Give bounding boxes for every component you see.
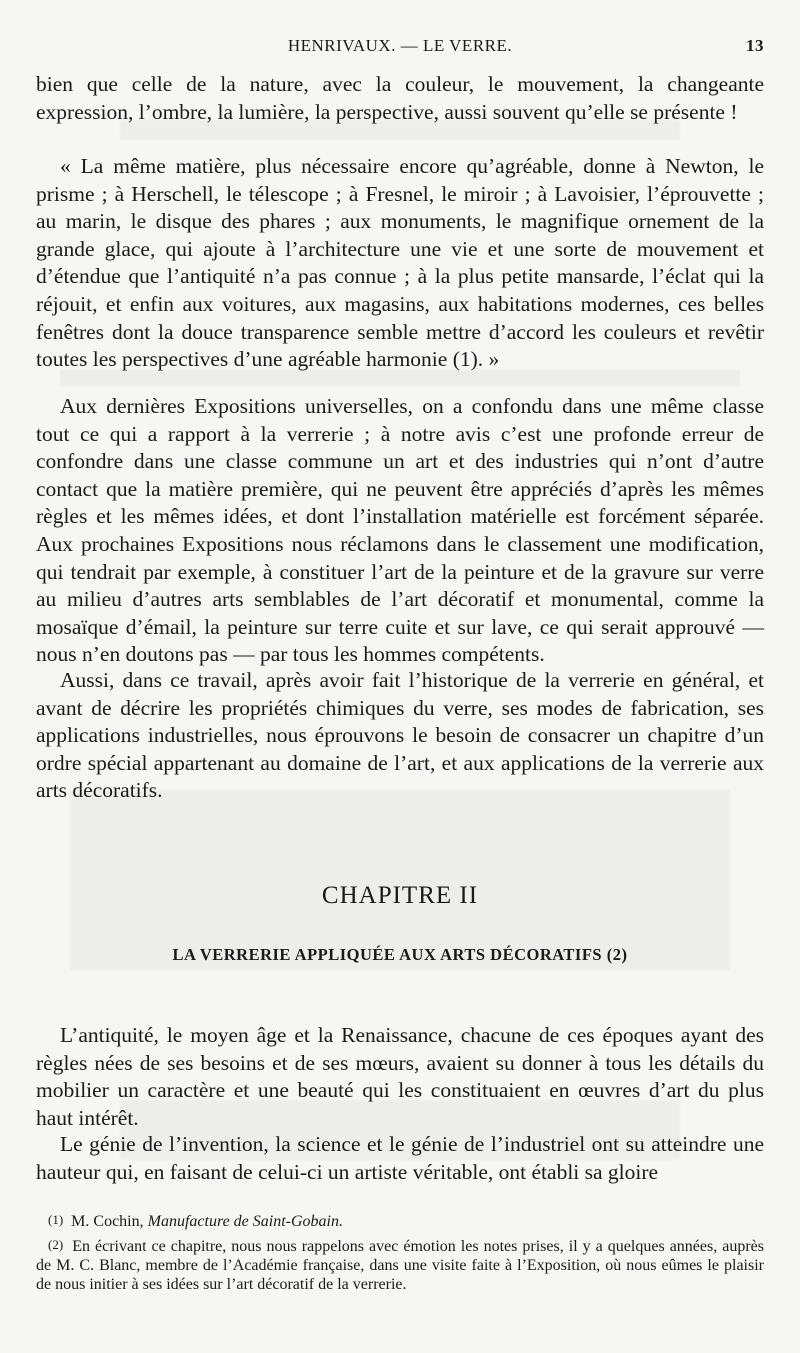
show-through-texture [70,790,730,970]
footnote-work-title: Manufacture de Saint-Gobain. [147,1213,343,1230]
chapter-subtitle: LA VERRERIE APPLIQUÉE AUX ARTS DÉCORATIFS (2) [172,945,628,964]
paragraph-genie: Le génie de l’invention, la science et le génie de l’industriel ont su atteindre une hauteur qui, en faisant de celui-ci un artiste véritable, ont établi sa gloire [36,1132,764,1184]
footnote-text: En écrivant ce chapitre, nous nous rappelons avec émotion les notes prises, il y a quelques années, auprès de M. C. Blanc, membre de l’Académie française, dans une visite faite à l’Exposition, où nous eûmes le plaisir de nous initier à ses idées sur l’art décoratif de la verrerie. [36,1238,765,1293]
footnotes [36,1210,764,1298]
footnote-mark: (2) [48,1237,64,1252]
footnote-2 [36,1235,764,1294]
footnote-mark: (1) [48,1212,64,1227]
paragraph-expositions: Aux dernières Expositions universelles, on a confondu dans une même classe tout ce qui a rapport à la verrerie ; à notre avis c’est une profonde erreur de confondre dans une classe commune un art et des industries qui n’ont d’autre contact que la matière première, qui ne peuvent être appréciés d’après les mêmes règles et les mêmes idées, et dont l’installation matérielle est forcément séparée. Aux prochaines Expositions nous réclamons dans le classement une modification, qui tendrait par exemple, à constituer l’art de la peinture et de la gravure sur verre au milieu d’autres arts semblables de l’art décoratif et monumental, comme la mosaïque d’émail, la peinture sur terre cuite et sur lave, ce qui serait approuvé — nous n’en doutons pas — par tous les hommes compétents. [36,394,764,667]
footnote-1 [36,1210,764,1231]
page-number: 13 [746,36,764,55]
paragraph-quote: « La même matière, plus nécessaire encore qu’agréable, donne à Newton, le prisme ; à Herschell, le télescope ; à Fresnel, le miroir ; à Lavoisier, l’éprouvette ; au marin, le disque des phares ; aux monuments, le magnifique ornement de la grande glace, qui ajoute à l’architecture une vie et une sorte de mouvement et d’étendue que l’antiquité n’a pas connue ; à la plus petite mansarde, l’éclat qui la réjouit, et enfin aux voitures, aux magasins, aux habitations modernes, ces belles fenêtres dont la douce transparence semble mettre d’accord les couleurs et revêtir toutes les perspectives d’une agréable harmonie (1). » [36,154,764,372]
paragraph-antiquite: L’antiquité, le moyen âge et la Renaissance, chacune de ces époques ayant des règles nées de ses besoins et de ses mœurs, avaient su donner à tous les détails du mobilier un caractère et une beauté qui les constituaient en œuvres d’art du plus haut intérêt. [36,1023,764,1130]
paragraph-aussi: Aussi, dans ce travail, après avoir fait l’historique de la verrerie en général, et avant de décrire les propriétés chimiques du verre, ses modes de fabrication, ses applications industrielles, nous éprouvons le besoin de consacrer un chapitre d’un ordre spécial appartenant au domaine de l’art, et aux applications de la verrerie aux arts décoratifs. [36,668,764,803]
running-title: HENRIVAUX. — LE VERRE. [287,36,513,55]
chapter-heading: CHAPITRE II [321,882,479,909]
footnote-author: M. Cochin, [71,1213,144,1230]
paragraph-continuation: bien que celle de la nature, avec la couleur, le mouvement, la changeante expression, l’ombre, la lumière, la perspective, aussi souvent qu’elle se présente ! [36,72,764,124]
running-header [36,36,764,58]
